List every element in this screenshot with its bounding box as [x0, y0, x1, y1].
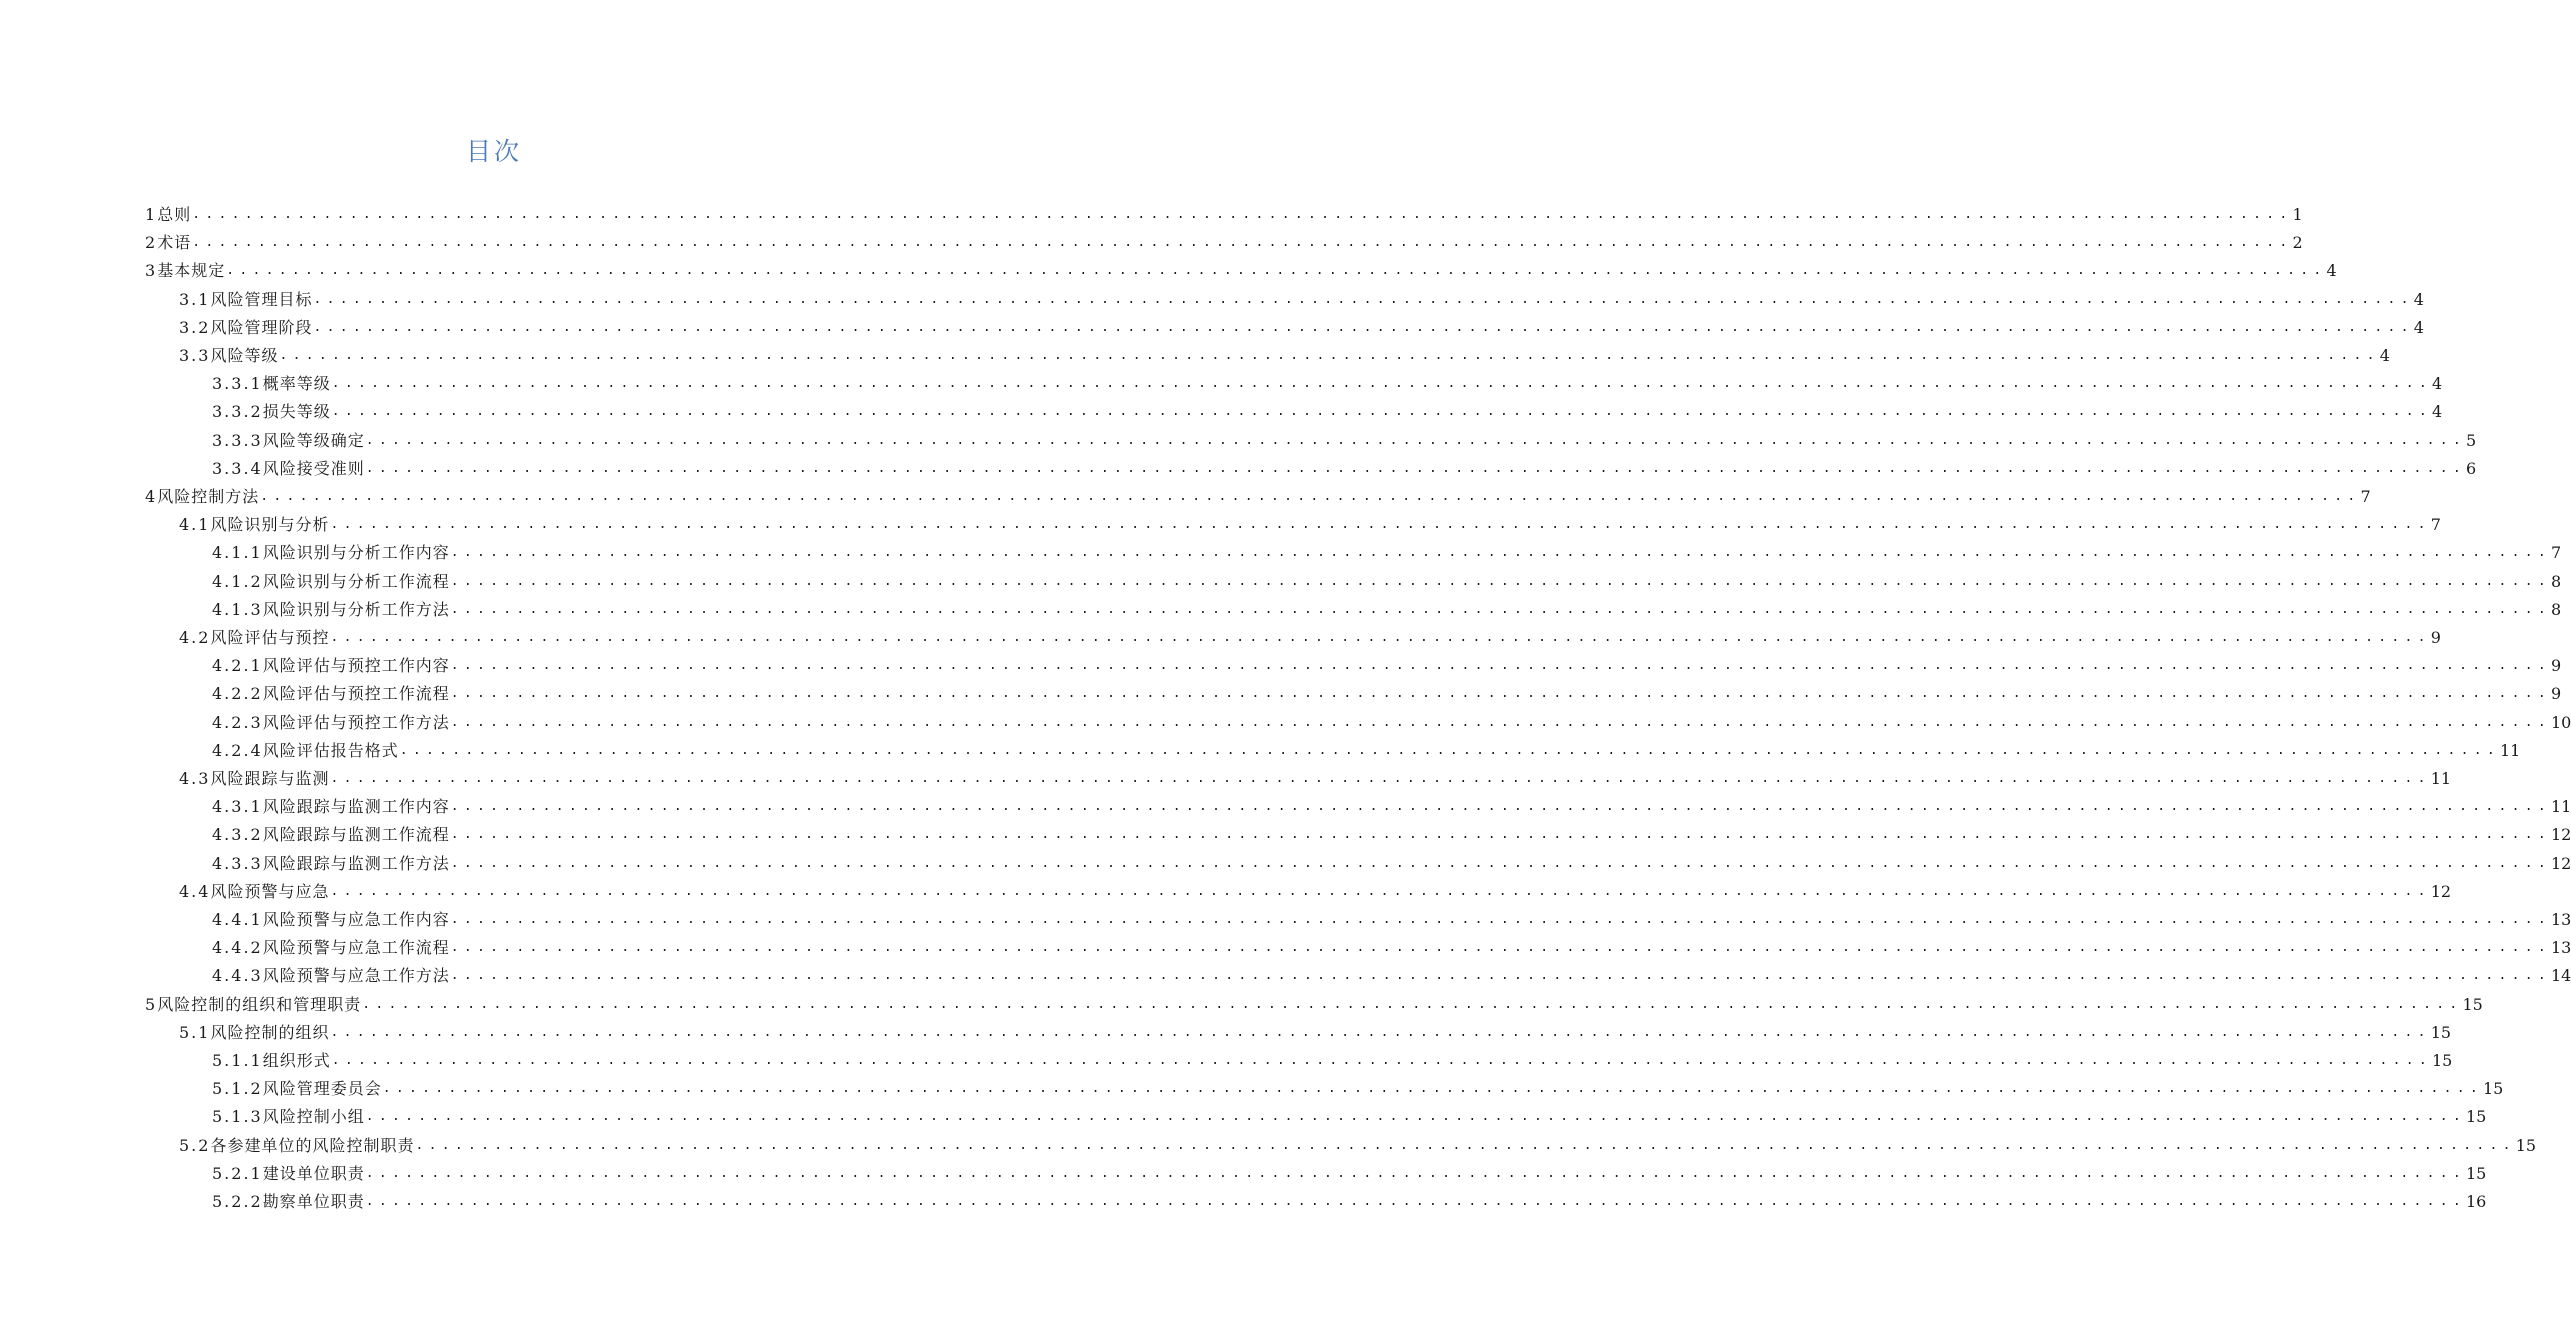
toc-entry-title: 风险控制方法: [157, 487, 260, 506]
toc-entry-page: 12: [2551, 853, 2571, 873]
toc-dot-leader: ................................................................................................................................................................: [450, 912, 2551, 927]
toc-entry-number: 3.1: [179, 289, 211, 309]
toc-entry[interactable]: [179, 342, 2390, 370]
toc-entry[interactable]: [179, 314, 2424, 342]
toc-entry-page: 15: [2430, 1022, 2452, 1042]
toc-entry-page: 16: [2466, 1192, 2487, 1211]
toc-dot-leader: ................................................................................................................................................................: [365, 1109, 2466, 1125]
toc-entry-title: 风险跟踪与监测工作流程: [262, 825, 450, 845]
toc-dot-leader: ................................................................................................................................................................: [450, 686, 2551, 702]
toc-dot-leader: ................................................................................................................................................................: [399, 742, 2500, 758]
toc-entry-title: 风险跟踪与监测: [210, 769, 330, 788]
toc-dot-leader: ................................................................................................................................................................: [450, 714, 2551, 730]
toc-entry-number: 4.2.4: [212, 740, 263, 760]
toc-dot-leader: ................................................................................................................................................................: [365, 1194, 2466, 1209]
toc-entry-title: 基本规定: [157, 261, 226, 281]
toc-entry-number: 3.3.3: [212, 430, 263, 450]
toc-entry-number: 4.4.2: [212, 938, 263, 958]
toc-entry-title: 风险跟踪与监测工作内容: [262, 797, 450, 817]
toc-entry[interactable]: [212, 427, 2477, 455]
toc-entry[interactable]: [212, 934, 2571, 962]
toc-entry-number: 3.3: [179, 346, 211, 365]
toc-entry-number: 4.3.2: [212, 825, 263, 845]
toc-entry-number: 3.2: [179, 317, 211, 337]
toc-dot-leader: ................................................................................................................................................................: [450, 573, 2551, 589]
toc-entry-page: 15: [2466, 1163, 2487, 1183]
toc-entry-page: 9: [2551, 656, 2562, 676]
toc-entry-number: 4.2.2: [212, 684, 263, 704]
toc-dot-leader: ................................................................................................................................................................: [331, 376, 2432, 392]
toc-entry-title: 风险等级: [210, 346, 279, 365]
toc-entry-title: 风险预警与应急工作方法: [262, 966, 450, 986]
toc-entry-number: 1: [145, 205, 158, 224]
toc-entry-number: 4.2.3: [212, 712, 263, 732]
toc-entry-title: 风险跟踪与监测工作方法: [262, 853, 450, 873]
toc-entry-title: 风险等级确定: [262, 430, 365, 450]
toc-entry-page: 13: [2551, 938, 2571, 958]
toc-entry[interactable]: [212, 906, 2571, 934]
toc-entry-page: 15: [2466, 1107, 2487, 1127]
toc-entry[interactable]: [145, 483, 2371, 511]
toc-dot-leader: ................................................................................................................................................................: [382, 1081, 2483, 1097]
toc-entry[interactable]: [212, 370, 2443, 398]
toc-entry[interactable]: [212, 680, 2562, 708]
toc-entry-page: 7: [2551, 543, 2562, 563]
toc-entry-title: 风险评估报告格式: [262, 740, 399, 760]
toc-entry-number: 3: [145, 261, 158, 281]
toc-entry[interactable]: [179, 1132, 2537, 1160]
toc-dot-leader: ................................................................................................................................................................: [226, 263, 2327, 279]
toc-dot-leader: ................................................................................................................................................................: [330, 771, 2431, 786]
toc-entry[interactable]: [212, 1047, 2453, 1075]
toc-dot-leader: ................................................................................................................................................................: [279, 348, 2380, 363]
toc-entry[interactable]: [212, 1103, 2487, 1131]
toc-entry-page: 15: [2483, 1079, 2504, 1099]
toc-entry-title: 风险预警与应急工作内容: [262, 910, 450, 929]
toc-dot-leader: ................................................................................................................................................................: [450, 968, 2551, 984]
toc-entry-title: 损失等级: [262, 402, 331, 422]
toc-dot-leader: ................................................................................................................................................................: [331, 1053, 2432, 1068]
toc-entry[interactable]: [212, 709, 2571, 737]
toc-dot-leader: ................................................................................................................................................................: [192, 207, 2293, 222]
toc-entry-title: 风险评估与预控: [210, 628, 330, 647]
toc-entry-page: 1: [2292, 205, 2303, 224]
toc-entry-page: 4: [2432, 374, 2443, 394]
toc-entry-title: 各参建单位的风险控制职责: [210, 1135, 415, 1155]
toc-entry[interactable]: [179, 765, 2452, 793]
toc-entry-title: 组织形式: [262, 1051, 331, 1070]
toc-entry-number: 4.4: [179, 881, 211, 901]
toc-entry-title: 风险识别与分析: [210, 515, 330, 535]
toc-dot-leader: ................................................................................................................................................................: [330, 1024, 2431, 1040]
toc-dot-leader: ................................................................................................................................................................: [330, 517, 2431, 533]
toc-entry[interactable]: [212, 652, 2562, 680]
toc-entry-title: 风险预警与应急工作流程: [262, 938, 450, 958]
toc-entry-number: 5.2.1: [212, 1163, 263, 1183]
toc-entry-number: 4.1.2: [212, 571, 263, 591]
toc-entry-page: 4: [2379, 346, 2390, 365]
toc-dot-leader: ................................................................................................................................................................: [450, 827, 2551, 843]
toc-entry[interactable]: [212, 821, 2571, 849]
toc-entry-page: 14: [2551, 966, 2571, 986]
toc-entry-title: 风险管理目标: [210, 289, 313, 309]
toc-dot-leader: ................................................................................................................................................................: [330, 630, 2431, 645]
toc-entry-number: 4.2.1: [212, 656, 263, 676]
toc-entry-page: 10: [2551, 712, 2571, 732]
toc-dot-leader: ................................................................................................................................................................: [313, 319, 2414, 335]
toc-entry-title: 风险预警与应急: [210, 881, 330, 901]
toc-dot-leader: ................................................................................................................................................................: [330, 883, 2431, 899]
toc-entry-title: 风险评估与预控工作内容: [262, 656, 450, 676]
toc-entry-number: 4.3: [179, 769, 211, 788]
toc-entry-page: 11: [2551, 797, 2571, 817]
toc-entry-page: 11: [2430, 769, 2452, 788]
toc-dot-leader: ................................................................................................................................................................: [450, 658, 2551, 674]
toc-entry-number: 4.4.1: [212, 910, 263, 929]
toc-entry-page: 9: [2430, 628, 2441, 647]
toc-entry-title: 勘察单位职责: [262, 1192, 365, 1211]
toc-entry-page: 13: [2551, 910, 2571, 929]
toc-entry-number: 4.3.1: [212, 797, 263, 817]
toc-entry-number: 4.1.1: [212, 543, 263, 563]
toc-entry[interactable]: [179, 1019, 2452, 1047]
toc-dot-leader: ................................................................................................................................................................: [365, 432, 2466, 448]
toc-entry-page: 12: [2551, 825, 2571, 845]
toc-entry-title: 风险控制小组: [262, 1107, 365, 1127]
toc-entry[interactable]: [212, 455, 2477, 483]
toc-entry[interactable]: [145, 257, 2337, 285]
toc-entry-page: 5: [2466, 430, 2477, 450]
toc-entry-page: 8: [2551, 571, 2562, 591]
toc-entry[interactable]: [212, 737, 2521, 765]
toc-entry-title: 风险接受准则: [262, 458, 365, 478]
toc-entry-page: 7: [2430, 515, 2441, 535]
toc-entry-number: 4.1.3: [212, 599, 263, 619]
toc-entry[interactable]: [212, 793, 2571, 821]
toc-dot-leader: ................................................................................................................................................................: [313, 291, 2414, 307]
toc-entry-title: 风险识别与分析工作流程: [262, 571, 450, 591]
toc-entry-title: 概率等级: [262, 374, 331, 394]
toc-dot-leader: ................................................................................................................................................................: [365, 460, 2466, 476]
toc-entry[interactable]: [179, 878, 2452, 906]
toc-entry[interactable]: [212, 850, 2571, 878]
toc-entry-number: 4.4.3: [212, 966, 263, 986]
toc-dot-leader: ................................................................................................................................................................: [450, 601, 2551, 617]
toc-entry-title: 风险控制的组织: [210, 1022, 330, 1042]
toc-entry-page: 15: [2462, 994, 2483, 1014]
toc-dot-leader: ................................................................................................................................................................: [365, 1165, 2466, 1181]
toc-entry[interactable]: [179, 286, 2424, 314]
toc-entry-number: 4.1: [179, 515, 211, 535]
toc-entry-number: 5.1.2: [212, 1079, 263, 1099]
toc-entry-title: 风险控制的组织和管理职责: [157, 994, 362, 1014]
toc-entry-page: 4: [2432, 402, 2443, 422]
toc-entry[interactable]: [212, 1188, 2487, 1216]
toc-entry-number: 5.1.3: [212, 1107, 263, 1127]
toc-entry-number: 5: [145, 994, 158, 1014]
toc-entry[interactable]: [179, 624, 2441, 652]
toc-dot-leader: ................................................................................................................................................................: [415, 1137, 2516, 1153]
toc-entry[interactable]: [212, 596, 2562, 624]
toc-dot-leader: ................................................................................................................................................................: [331, 404, 2432, 420]
toc-entry[interactable]: [212, 1160, 2487, 1188]
toc-entry-page: 9: [2551, 684, 2562, 704]
toc-entry-title: 风险识别与分析工作方法: [262, 599, 450, 619]
toc-dot-leader: ................................................................................................................................................................: [450, 545, 2551, 561]
toc-dot-leader: ................................................................................................................................................................: [362, 996, 2463, 1012]
toc-entry-page: 11: [2500, 740, 2521, 760]
toc-entry-number: 5.1: [179, 1022, 211, 1042]
toc-entry-number: 4: [145, 487, 158, 506]
toc-entry[interactable]: [145, 229, 2303, 257]
toc-entry-title: 风险评估与预控工作流程: [262, 684, 450, 704]
toc-entry-number: 4.3.3: [212, 853, 263, 873]
toc-entry-title: 术语: [157, 233, 192, 253]
toc-entry-page: 15: [2515, 1135, 2537, 1155]
toc-entry-page: 15: [2432, 1051, 2453, 1070]
toc-entry-page: 8: [2551, 599, 2562, 619]
toc-entry-title: 建设单位职责: [262, 1163, 365, 1183]
toc-entry[interactable]: [145, 991, 2483, 1019]
toc-entry-page: 4: [2413, 317, 2424, 337]
toc-entry-page: 2: [2292, 233, 2303, 253]
toc-entry[interactable]: [179, 511, 2441, 539]
toc-entry[interactable]: [212, 962, 2571, 990]
toc-entry[interactable]: [212, 1075, 2504, 1103]
toc-entry-title: 风险识别与分析工作内容: [262, 543, 450, 563]
toc-entry-page: 4: [2326, 261, 2337, 281]
toc-entry-title: 风险评估与预控工作方法: [262, 712, 450, 732]
toc-entry-title: 总则: [157, 205, 192, 224]
toc-entry-number: 3.3.2: [212, 402, 263, 422]
toc-entry-number: 2: [145, 233, 158, 253]
toc-dot-leader: ................................................................................................................................................................: [450, 855, 2551, 871]
toc-entry-number: 3.3.1: [212, 374, 263, 394]
toc-dot-leader: ................................................................................................................................................................: [450, 799, 2551, 815]
toc-dot-leader: ................................................................................................................................................................: [260, 489, 2361, 504]
toc-entry-title: 风险管理委员会: [262, 1079, 382, 1099]
toc-entry[interactable]: [212, 539, 2562, 567]
toc-entry-page: 6: [2466, 458, 2477, 478]
toc-entry-page: 4: [2413, 289, 2424, 309]
toc-title: 目次: [465, 137, 522, 166]
toc-entry[interactable]: [145, 201, 2303, 229]
toc-entry-title: 风险管理阶段: [210, 317, 313, 337]
toc-entry[interactable]: [212, 568, 2562, 596]
toc-dot-leader: ................................................................................................................................................................: [450, 940, 2551, 956]
toc-entry[interactable]: [212, 398, 2443, 426]
toc-entry-number: 3.3.4: [212, 458, 263, 478]
toc-entry-number: 5.1.1: [212, 1051, 263, 1070]
toc-entry-page: 7: [2360, 487, 2371, 506]
toc-entry-number: 5.2.2: [212, 1192, 263, 1211]
toc-entry-number: 4.2: [179, 628, 211, 647]
toc-entry-page: 12: [2430, 881, 2452, 901]
toc-dot-leader: ................................................................................................................................................................: [192, 235, 2293, 251]
toc-entry-number: 5.2: [179, 1135, 211, 1155]
